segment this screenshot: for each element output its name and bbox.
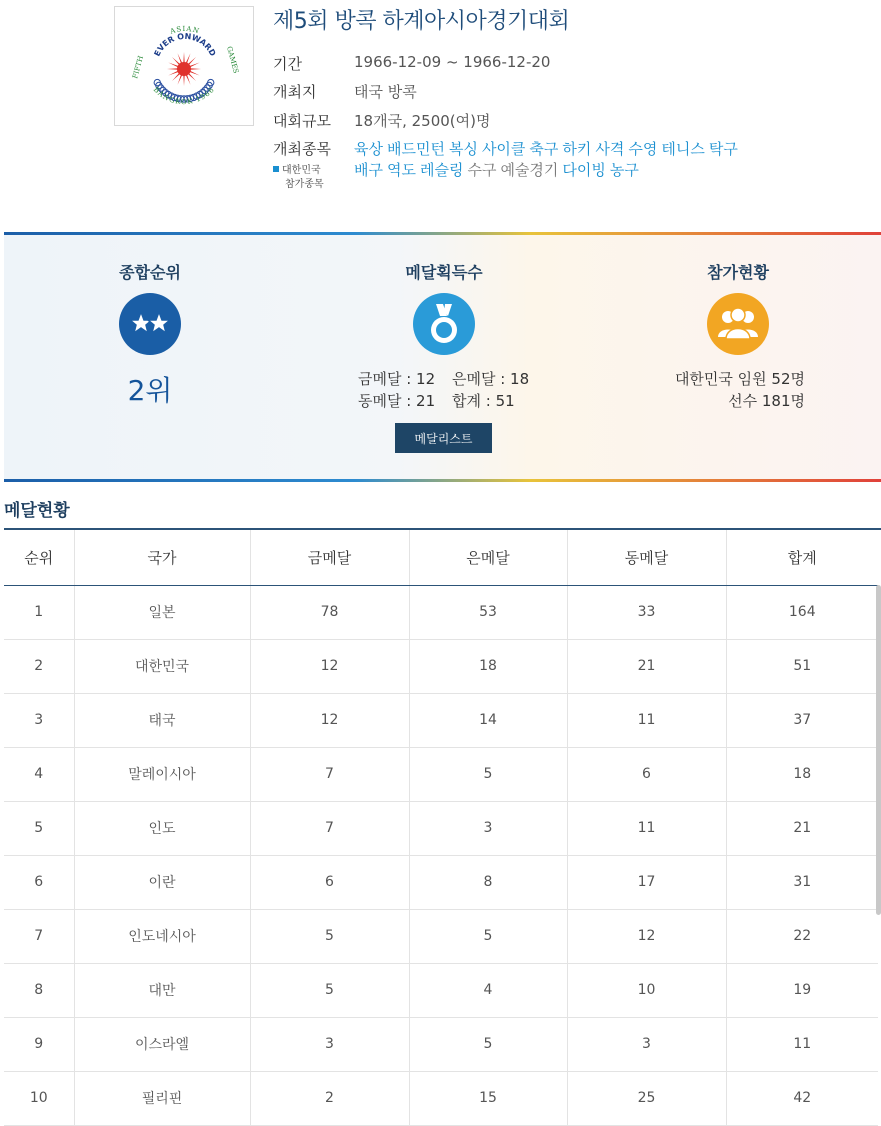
- info-label: 기간: [273, 55, 302, 73]
- info-label: 개최지: [273, 83, 317, 101]
- table-cell: 21: [726, 801, 878, 855]
- table-cell: 51: [726, 639, 878, 693]
- sun-ray-icon: [178, 53, 183, 64]
- table-cell: 대만: [74, 963, 250, 1017]
- logo-left-text: FIFTH: [131, 54, 145, 80]
- sport-item[interactable]: 역도: [386, 161, 416, 179]
- table-cell: 8: [4, 963, 74, 1017]
- table-cell: 3: [4, 693, 74, 747]
- info-value: 1966-12-09 ~ 1966-12-20: [354, 53, 551, 71]
- stars-icon: [119, 293, 181, 355]
- table-cell: 42: [726, 1071, 878, 1125]
- summary-panel: [4, 232, 881, 482]
- table-cell: 10: [4, 1071, 74, 1125]
- legend-text-2: 참가종목: [285, 179, 324, 190]
- table-cell: 164: [726, 585, 878, 639]
- overall-rank-block: [90, 260, 210, 409]
- sports-list-line-2: [354, 159, 643, 180]
- event-logo: [114, 6, 254, 126]
- sport-item: 수구: [467, 161, 497, 179]
- sport-item[interactable]: 농구: [609, 161, 639, 179]
- sport-item[interactable]: 탁구: [708, 140, 738, 158]
- logo-motto-text: EVER ONWARD: [152, 31, 218, 58]
- sun-ray-icon: [189, 71, 200, 76]
- info-label: 개최종목: [273, 140, 331, 158]
- table-cell: 이스라엘: [74, 1017, 250, 1071]
- sun-ray-icon: [190, 68, 201, 69]
- table-cell: 7: [4, 909, 74, 963]
- table-body: [4, 585, 878, 1125]
- sun-ray-icon: [178, 74, 183, 85]
- table-cell: 5: [409, 909, 567, 963]
- divider: [4, 232, 881, 235]
- table-cell: 3: [567, 1017, 726, 1071]
- column-header: 합계: [726, 530, 878, 585]
- table-cell: 53: [409, 585, 567, 639]
- sun-ray-icon: [186, 74, 191, 85]
- participation-block: [678, 260, 798, 355]
- table-cell: 5: [409, 747, 567, 801]
- sun-ray-icon: [186, 53, 191, 64]
- table-cell: 인도네시아: [74, 909, 250, 963]
- sport-item[interactable]: 테니스: [661, 140, 705, 158]
- table-cell: 8: [409, 855, 567, 909]
- sport-item: 예술경기: [500, 161, 559, 179]
- divider: [4, 479, 881, 482]
- column-header: 금메달: [250, 530, 409, 585]
- overall-rank-title: 종합순위: [119, 263, 181, 282]
- table-cell: 7: [250, 801, 409, 855]
- medal-icon: [413, 293, 475, 355]
- table-cell: 12: [250, 693, 409, 747]
- table-cell: 78: [250, 585, 409, 639]
- table-cell: 14: [409, 693, 567, 747]
- table-cell: 17: [567, 855, 726, 909]
- participation-stats: [675, 368, 805, 412]
- medal-status-title: 메달현황: [4, 501, 70, 521]
- table-cell: 25: [567, 1071, 726, 1125]
- table-cell: 2: [4, 639, 74, 693]
- silver-count: 은메달 : 18: [452, 370, 530, 388]
- table-cell: 태국: [74, 693, 250, 747]
- table-row: [4, 909, 878, 963]
- table-row: [4, 963, 878, 1017]
- table-header-row: [4, 530, 878, 585]
- table-cell: 11: [567, 801, 726, 855]
- sun-ray-icon: [183, 75, 184, 86]
- table-cell: 12: [567, 909, 726, 963]
- medal-table-container: [4, 528, 881, 1126]
- legend-text-1: 대한민국: [282, 165, 321, 176]
- sun-ray-icon: [168, 63, 179, 68]
- table-cell: 10: [567, 963, 726, 1017]
- table-row: [4, 639, 878, 693]
- sport-item[interactable]: 육상: [354, 140, 383, 158]
- medal-count-block: [384, 260, 504, 355]
- medal-count-title: 메달획득수: [405, 263, 483, 282]
- column-header: 국가: [74, 530, 250, 585]
- table-cell: 11: [567, 693, 726, 747]
- column-header: 은메달: [409, 530, 567, 585]
- table-cell: 일본: [74, 585, 250, 639]
- participation-title: 참가현황: [707, 263, 769, 282]
- table-cell: 인도: [74, 801, 250, 855]
- table-cell: 1: [4, 585, 74, 639]
- gold-count: 금메달 : 12: [358, 370, 436, 388]
- scrollbar[interactable]: [876, 585, 881, 915]
- column-header: 순위: [4, 530, 74, 585]
- sport-item[interactable]: 배드민턴: [386, 140, 445, 158]
- sport-item[interactable]: 수영: [628, 140, 658, 158]
- table-cell: 7: [250, 747, 409, 801]
- table-cell: 필리핀: [74, 1071, 250, 1125]
- people-icon: [707, 293, 769, 355]
- table-cell: 6: [4, 855, 74, 909]
- table-cell: 5: [250, 909, 409, 963]
- overall-rank-value: 2위: [127, 374, 173, 407]
- sun-ray-icon: [168, 71, 179, 76]
- participation-officials: 대한민국 임원 52명: [674, 370, 805, 388]
- sport-item[interactable]: 하키: [562, 140, 592, 158]
- medalist-list-button[interactable]: 메달리스트: [395, 423, 492, 453]
- table-cell: 21: [567, 639, 726, 693]
- table-cell: 5: [250, 963, 409, 1017]
- logo-right-text: GAMES: [225, 45, 240, 75]
- sport-item[interactable]: 레슬링: [419, 161, 464, 179]
- table-cell: 33: [567, 585, 726, 639]
- table-cell: 15: [409, 1071, 567, 1125]
- sun-ray-icon: [189, 63, 200, 68]
- info-value: 18개국, 2500(여)명: [354, 112, 491, 130]
- table-cell: 12: [250, 639, 409, 693]
- sports-list-line-1: [354, 138, 742, 159]
- sport-item[interactable]: 복싱: [448, 140, 478, 158]
- sun-ray-icon: [167, 68, 178, 69]
- games-emblem-icon: [115, 7, 253, 125]
- column-header: 동메달: [567, 530, 726, 585]
- sun-ray-icon: [183, 52, 184, 63]
- table-cell: 19: [726, 963, 878, 1017]
- table-cell: 6: [567, 747, 726, 801]
- table-cell: 4: [409, 963, 567, 1017]
- sport-item[interactable]: 다이빙: [562, 161, 606, 179]
- table-cell: 11: [726, 1017, 878, 1071]
- legend-square-icon: [273, 166, 279, 172]
- table-cell: 22: [726, 909, 878, 963]
- table-cell: 3: [409, 801, 567, 855]
- table-cell: 18: [409, 639, 567, 693]
- table-row: [4, 1017, 878, 1071]
- total-count: 합계 : 51: [452, 392, 515, 410]
- sun-core-icon: [177, 62, 191, 76]
- bronze-count: 동메달 : 21: [358, 392, 436, 410]
- medal-table: [4, 530, 878, 1126]
- medal-stats: [358, 368, 529, 412]
- table-cell: 2: [250, 1071, 409, 1125]
- sport-item[interactable]: 사이클: [481, 140, 526, 158]
- table-cell: 18: [726, 747, 878, 801]
- page-title: 제5회 방콕 하계아시아경기대회: [273, 9, 570, 34]
- korea-sports-legend: [273, 164, 324, 192]
- table-cell: 말레이시아: [74, 747, 250, 801]
- table-row: [4, 693, 878, 747]
- table-cell: 9: [4, 1017, 74, 1071]
- info-value: 태국 방콕: [354, 83, 417, 101]
- table-cell: 4: [4, 747, 74, 801]
- table-cell: 3: [250, 1017, 409, 1071]
- info-label: 대회규모: [273, 112, 331, 130]
- svg-text:EVER ONWARD: [153, 32, 218, 58]
- table-cell: 31: [726, 855, 878, 909]
- sport-item[interactable]: 사격: [595, 140, 625, 158]
- table-cell: 5: [4, 801, 74, 855]
- table-row: [4, 585, 878, 639]
- logo-bottom-text: BANGKOK 1966: [151, 85, 217, 107]
- table-cell: 이란: [74, 855, 250, 909]
- table-cell: 대한민국: [74, 639, 250, 693]
- table-row: [4, 1071, 878, 1125]
- table-row: [4, 801, 878, 855]
- participation-athletes: 선수 181명: [728, 392, 805, 410]
- table-cell: 5: [409, 1017, 567, 1071]
- logo-top-text: ASIAN: [169, 24, 201, 36]
- table-row: [4, 747, 878, 801]
- table-cell: 37: [726, 693, 878, 747]
- table-row: [4, 855, 878, 909]
- sport-item[interactable]: 축구: [529, 140, 559, 158]
- sport-item[interactable]: 배구: [354, 161, 383, 179]
- table-cell: 6: [250, 855, 409, 909]
